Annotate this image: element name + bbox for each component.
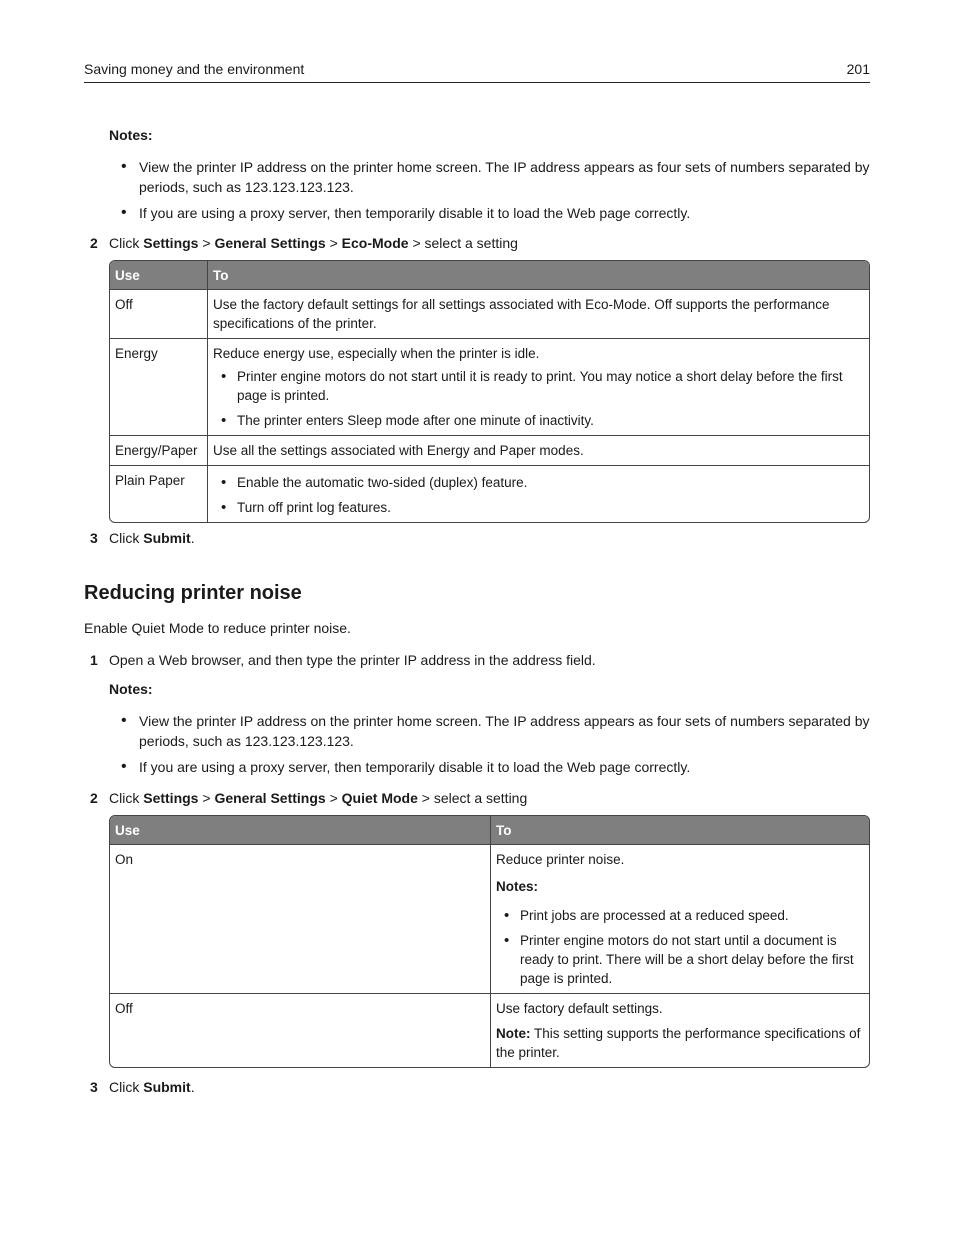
cell-text: Use factory default settings. <box>496 1001 663 1016</box>
step-number: 3 <box>90 1079 98 1095</box>
list-item: • Print jobs are processed at a reduced speed. <box>496 906 864 925</box>
step-text: Open a Web browser, and then type the printer IP address in the address field. <box>109 652 596 668</box>
quiet-mode-table <box>109 815 870 1068</box>
notes-block-1 <box>109 125 870 229</box>
table-row <box>110 435 869 465</box>
cell-to: Use all the settings associated with Energy and Paper modes. <box>207 435 869 465</box>
menu-general-settings: General Settings <box>214 235 326 251</box>
table-row <box>110 338 869 435</box>
cell-to <box>207 338 869 435</box>
step-number: 2 <box>90 790 98 806</box>
cell-text: Reduce printer noise. <box>496 852 625 867</box>
cell-to: Use the factory default settings for all settings associated with Eco-Mode. Off supports the performance specifications of the printer. <box>207 289 869 338</box>
step-number: 2 <box>90 235 98 251</box>
cell-bullets <box>213 367 864 430</box>
cell-to <box>207 465 869 522</box>
cell-to <box>490 844 869 993</box>
notes-list-1 <box>109 157 870 223</box>
menu-settings: Settings <box>143 790 199 806</box>
step-text: Click Submit. <box>109 1079 195 1095</box>
note-item: • View the printer IP address on the printer home screen. The IP address appears as four sets of numbers separated by periods, such as 123.123.123.123. <box>109 711 870 751</box>
list-item: • Printer engine motors do not start until it is ready to print. You may notice a short delay before the first page is printed. <box>213 367 864 405</box>
notes-block-2 <box>109 679 870 783</box>
header-title: Saving money and the environment <box>84 61 305 77</box>
list-item: • Enable the automatic two-sided (duplex) feature. <box>213 473 864 492</box>
cell-use: Energy <box>110 338 207 435</box>
table-row <box>110 289 869 338</box>
cell-bullets <box>496 906 864 988</box>
page-header <box>84 60 870 83</box>
table-row <box>110 993 869 1067</box>
note-item: • View the printer IP address on the printer home screen. The IP address appears as four sets of numbers separated by periods, such as 123.123.123.123. <box>109 157 870 197</box>
cell-bullets <box>213 473 864 517</box>
list-item: • Turn off print log features. <box>213 498 864 517</box>
cell-use: On <box>110 844 490 993</box>
column-header-to: To <box>490 816 869 844</box>
note-item: • If you are using a proxy server, then temporarily disable it to load the Web page correctly. <box>109 203 870 223</box>
cell-to <box>490 993 869 1067</box>
cell-text: Reduce energy use, especially when the printer is idle. <box>213 346 540 361</box>
submit-label: Submit <box>143 1079 191 1095</box>
notes-label: Notes: <box>496 879 539 894</box>
menu-eco-mode: Eco-Mode <box>341 235 409 251</box>
eco-mode-table <box>109 260 870 523</box>
section-heading: Reducing printer noise <box>84 582 302 604</box>
cell-use: Energy/Paper <box>110 435 207 465</box>
table-row <box>110 465 869 522</box>
cell-use: Off <box>110 993 490 1067</box>
submit-label: Submit <box>143 530 191 546</box>
column-header-use: Use <box>110 261 207 289</box>
notes-label: Notes: <box>109 127 153 143</box>
page-number: 201 <box>846 61 870 77</box>
table-row <box>110 844 869 993</box>
list-item: • Printer engine motors do not start until a document is ready to print. There will be a short delay before the first page is printed. <box>496 931 864 988</box>
menu-general-settings: General Settings <box>214 790 326 806</box>
menu-quiet-mode: Quiet Mode <box>341 790 418 806</box>
step-text: Click Submit. <box>109 530 195 546</box>
step-number: 1 <box>90 652 98 668</box>
note-item: • If you are using a proxy server, then temporarily disable it to load the Web page correctly. <box>109 757 870 777</box>
column-header-use: Use <box>110 816 490 844</box>
column-header-to: To <box>207 261 869 289</box>
notes-list-2 <box>109 711 870 777</box>
note-label: Note: <box>496 1026 531 1041</box>
list-item: • The printer enters Sleep mode after one minute of inactivity. <box>213 411 864 430</box>
section-intro: Enable Quiet Mode to reduce printer noise. <box>84 620 351 636</box>
note-text: Note: This setting supports the performance specifications of the printer. <box>496 1026 861 1060</box>
notes-label: Notes: <box>109 681 153 697</box>
cell-use: Off <box>110 289 207 338</box>
menu-settings: Settings <box>143 235 199 251</box>
step-number: 3 <box>90 530 98 546</box>
cell-use: Plain Paper <box>110 465 207 522</box>
step-text: Click Settings > General Settings > Eco-Mode > select a setting <box>109 235 518 251</box>
step-text: Click Settings > General Settings > Quiet Mode > select a setting <box>109 790 528 806</box>
